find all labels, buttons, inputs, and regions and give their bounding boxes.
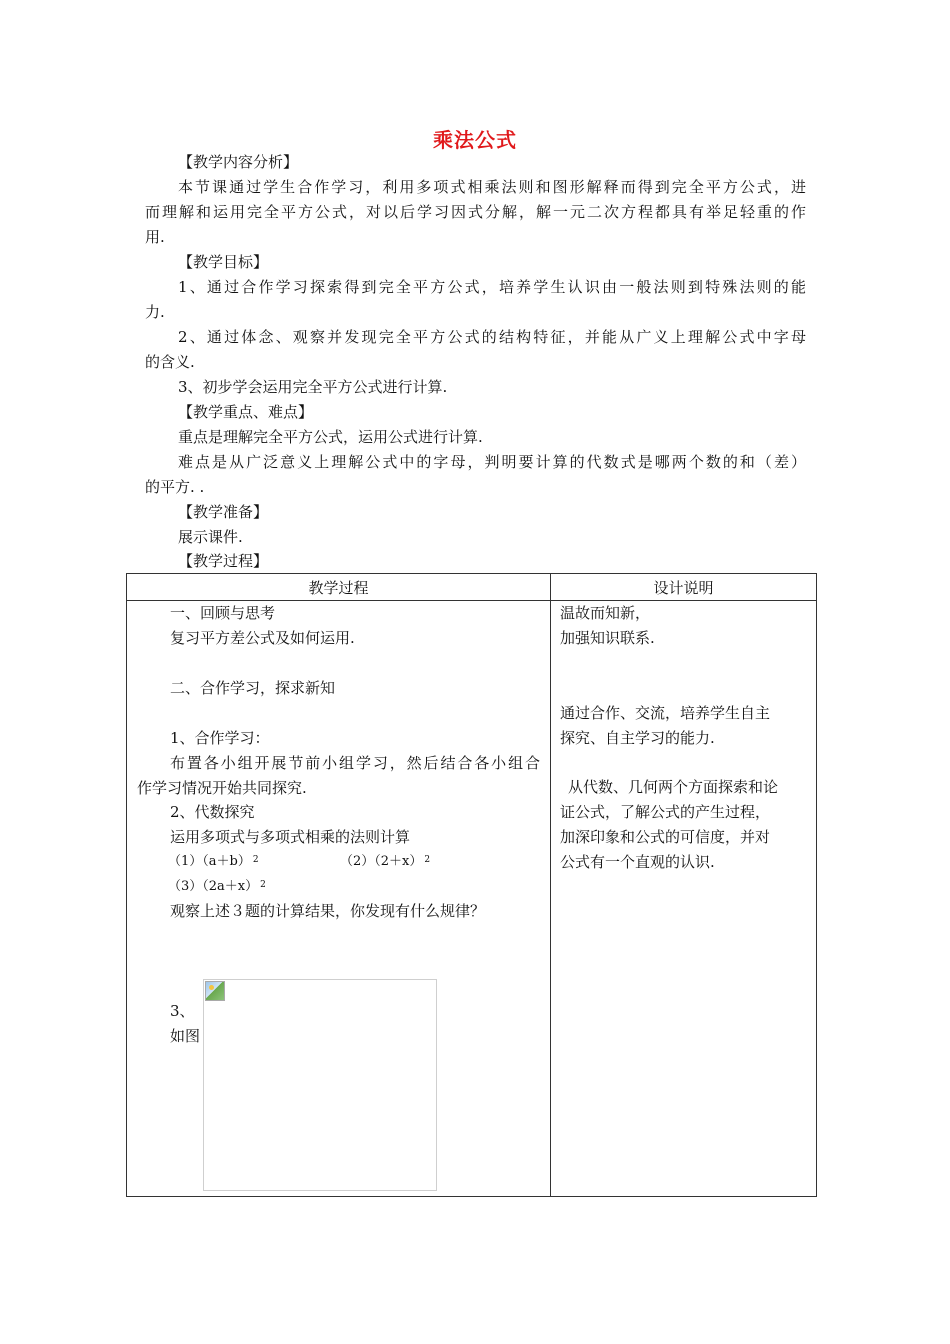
- key-point: 重点是理解完全平方公式，运用公式进行计算.: [178, 428, 483, 446]
- cooperate-line: 布置各小组开展节前小组学习，然后结合各小组合: [170, 754, 540, 772]
- prep-heading: 【教学准备】: [178, 503, 269, 521]
- step-cooperate: 1、合作学习：: [170, 729, 270, 747]
- note-line: 加强知识联系.: [560, 629, 655, 647]
- note-line: 通过合作、交流，培养学生自主: [560, 704, 771, 722]
- goal-line: 的含义.: [145, 353, 195, 371]
- broken-image-icon: [205, 981, 225, 1001]
- difficulty-line: 的平方. .: [145, 478, 205, 496]
- goal-line: 力.: [145, 303, 165, 321]
- goal-line: 2、通过体念、观察并发现完全平方公式的结构特征，并能从广义上理解公式中字母: [178, 328, 806, 346]
- note-line: 探究、自主学习的能力.: [560, 729, 715, 747]
- process-heading: 【教学过程】: [178, 552, 269, 570]
- observe-question: 观察上述３题的计算结果，你发现有什么规律？: [170, 902, 486, 920]
- goal-line: 1、通过合作学习探索得到完全平方公式，培养学生认识由一般法则到特殊法则的能: [178, 278, 806, 296]
- analysis-heading: 【教学内容分析】: [178, 153, 299, 171]
- note-line: 证公式，了解公式的产生过程，: [560, 803, 771, 821]
- geometry-text: 如图: [170, 1027, 201, 1045]
- cooperate-line: 作学习情况开始共同探究.: [137, 779, 307, 797]
- algebra-text: 运用多项式与多项式相乘的法则计算: [170, 828, 411, 846]
- analysis-line: 本节课通过学生合作学习，利用多项式相乘法则和图形解释而得到完全平方公式，进: [178, 178, 806, 196]
- prep-text: 展示课件.: [178, 528, 243, 546]
- step-geometry: 3、: [170, 1002, 195, 1020]
- goal-line: 3、初步学会运用完全平方公式进行计算.: [178, 378, 448, 396]
- expression-2: （2）（2＋x） $^2$: [340, 854, 431, 869]
- step-algebra: 2、代数探究: [170, 803, 255, 821]
- difficulty-line: 难点是从广泛意义上理解公式中的字母，判明要计算的代数式是哪两个数的和（差）: [178, 453, 806, 471]
- figure-image-placeholder: [203, 979, 437, 1191]
- note-line: 从代数、几何两个方面探索和论: [568, 778, 779, 796]
- col-header-notes: 设计说明: [551, 574, 817, 601]
- note-line: 加深印象和公式的可信度，并对: [560, 828, 771, 846]
- review-text: 复习平方差公式及如何运用.: [170, 629, 355, 647]
- goals-heading: 【教学目标】: [178, 253, 269, 271]
- section-cooperate: 二、合作学习，探求新知: [170, 679, 336, 697]
- analysis-line: 而理解和运用完全平方公式，对以后学习因式分解，解一元二次方程都具有举足轻重的作: [145, 203, 806, 221]
- expression-1: （1）（a＋b） $^2$: [168, 854, 259, 869]
- document-title: 乘法公式: [433, 128, 517, 152]
- analysis-line: 用.: [145, 228, 165, 246]
- note-line: 公式有一个直观的认识.: [560, 853, 715, 871]
- table-header-row: [127, 574, 817, 601]
- col-header-process: 教学过程: [127, 574, 551, 601]
- note-line: 温故而知新，: [560, 604, 651, 622]
- expression-3: （3）（2a＋x） $^2$: [168, 879, 266, 894]
- notes-cell: [551, 601, 817, 1197]
- key-heading: 【教学重点、难点】: [178, 403, 314, 421]
- section-review: 一、回顾与思考: [170, 604, 276, 622]
